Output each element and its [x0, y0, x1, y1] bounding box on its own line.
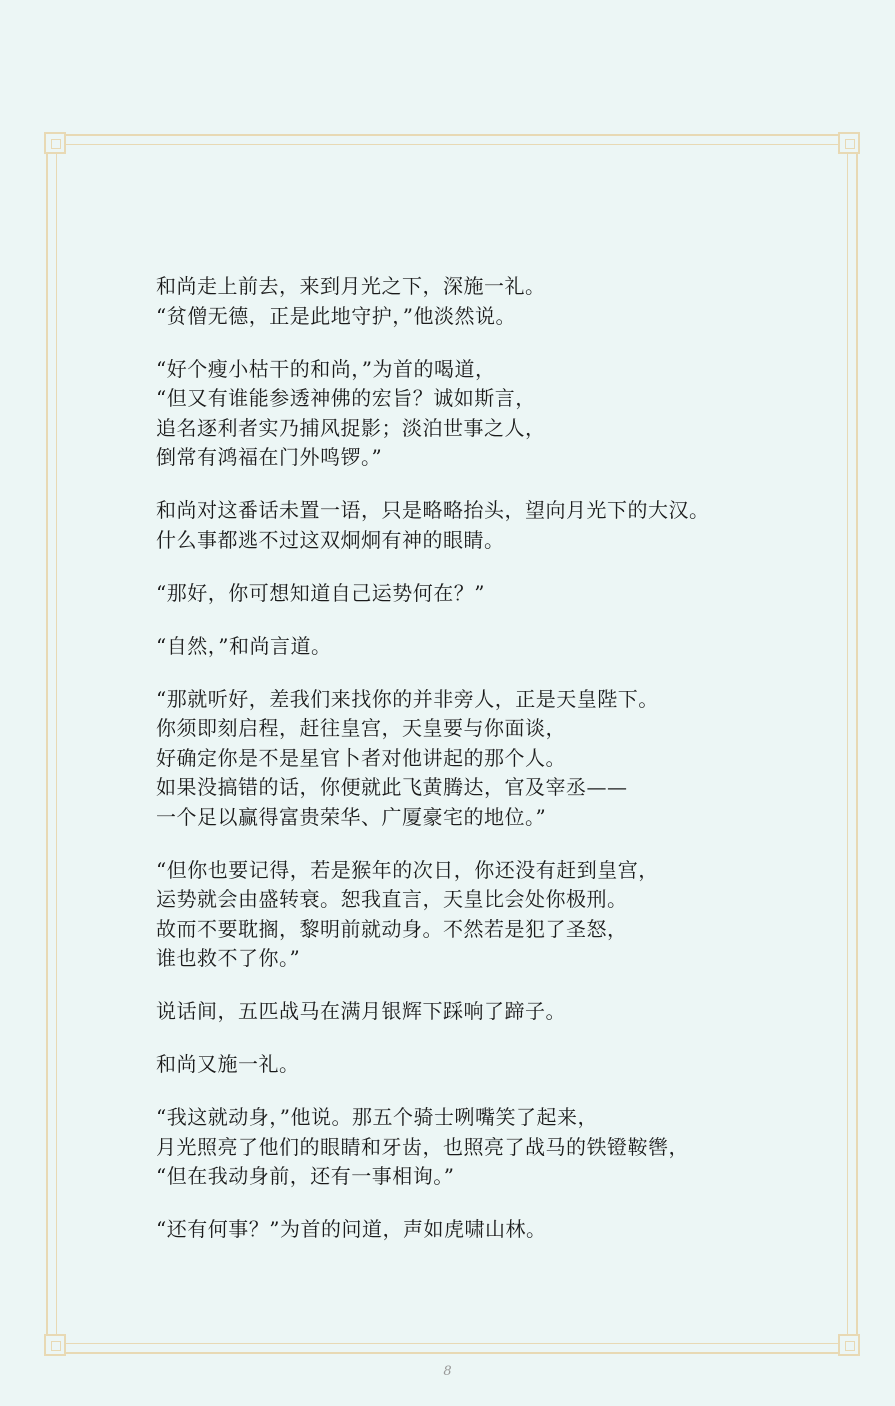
paragraph	[156, 1215, 806, 1245]
text-line: “自然，”和尚言道。	[156, 633, 332, 658]
text-line: 一个足以赢得富贵荣华、广厦豪宅的地位。”	[156, 804, 547, 829]
text-line: 谁也救不了你。”	[156, 946, 301, 970]
paragraph	[156, 632, 806, 662]
text-line: 好确定你是不是星官卜者对他讲起的那个人。	[156, 745, 566, 770]
text-line: “好个瘦小枯干的和尚，”为首的喝道，	[156, 356, 496, 381]
text-line: 和尚对这番话未置一语，只是略略抬头，望向月光下的大汉。	[156, 498, 710, 522]
border-corner-ornament	[838, 132, 860, 154]
text-line: “贫僧无德，正是此地守护，”他淡然说。	[156, 303, 516, 328]
text-line: 什么事都逃不过这双炯炯有神的眼睛。	[156, 527, 505, 552]
paragraph	[156, 997, 806, 1027]
page-number: 8	[443, 1364, 452, 1379]
paragraph	[156, 856, 806, 974]
text-line: 你须即刻启程，赶往皇宫，天皇要与你面谈，	[156, 716, 566, 740]
text-line: “但在我动身前，还有一事相询。”	[156, 1164, 455, 1188]
border-corner-ornament	[838, 1334, 860, 1356]
text-line: 追名逐利者实乃捕风捉影；淡泊世事之人，	[156, 415, 546, 440]
text-line: “我这就动身，”他说。那五个骑士咧嘴笑了起来，	[156, 1105, 598, 1129]
paragraph	[156, 355, 806, 473]
text-line: 说话间，五匹战马在满月银辉下踩响了蹄子。	[156, 999, 566, 1023]
paragraph	[156, 1050, 806, 1080]
text-line: “但又有谁能参透神佛的宏旨？诚如斯言，	[156, 386, 536, 410]
text-line: 和尚又施一礼。	[156, 1052, 300, 1076]
paragraph	[156, 685, 806, 833]
text-line: “那好，你可想知道自己运势何在？”	[156, 580, 485, 605]
text-line: 倒常有鸿福在门外鸣锣。”	[156, 445, 383, 469]
text-line: “那就听好，差我们来找你的并非旁人，正是天皇陛下。	[156, 686, 659, 711]
text-line: “还有何事？”为首的问道，声如虎啸山林。	[156, 1217, 547, 1241]
border-corner-ornament	[44, 1334, 66, 1356]
text-line: 如果没搞错的话，你便就此飞黄腾达，官及宰丞——	[156, 775, 628, 799]
paragraph	[156, 1103, 806, 1192]
paragraph	[156, 272, 806, 331]
story-text	[156, 272, 806, 1268]
text-line: 运势就会由盛转衰。恕我直言，天皇比会处你极刑。	[156, 887, 628, 911]
paragraph	[156, 579, 806, 609]
border-corner-ornament	[44, 132, 66, 154]
text-line: 故而不要耽搁，黎明前就动身。不然若是犯了圣怒，	[156, 916, 628, 941]
text-line: 和尚走上前去，来到月光之下，深施一礼。	[156, 274, 546, 298]
paragraph	[156, 496, 806, 555]
text-line: “但你也要记得，若是猴年的次日，你还没有赶到皇宫，	[156, 857, 659, 882]
text-line: 月光照亮了他们的眼睛和牙齿，也照亮了战马的铁镫鞍辔，	[156, 1134, 689, 1159]
